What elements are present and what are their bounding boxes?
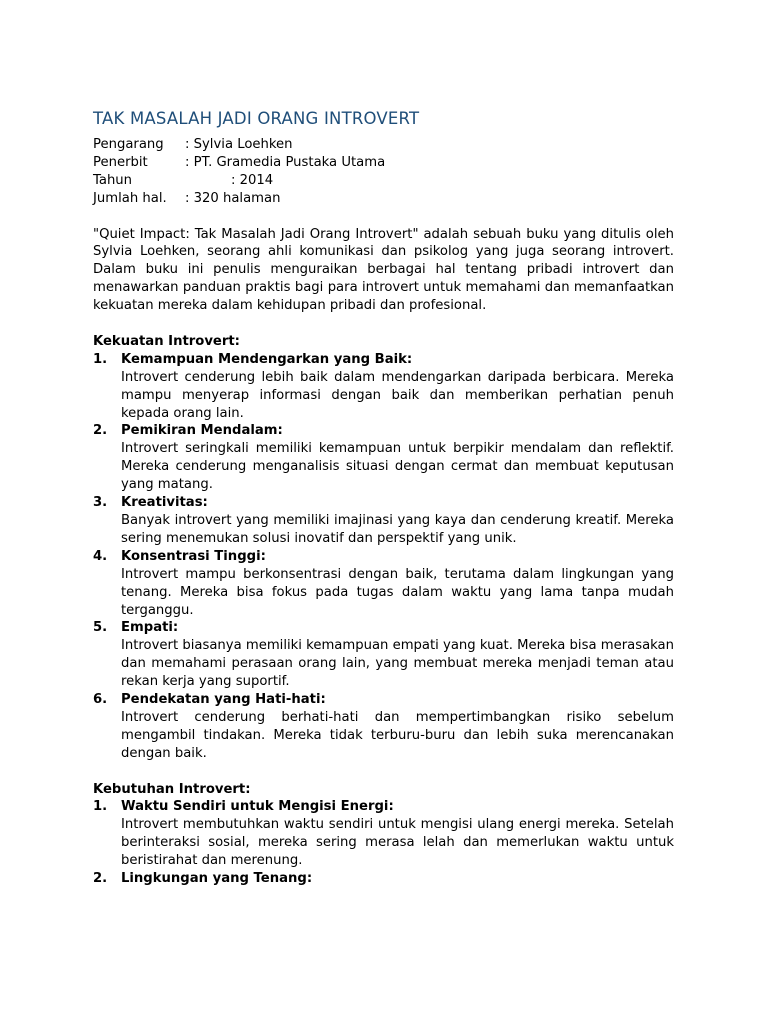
spacer bbox=[93, 763, 674, 781]
item-body: Introvert mampu berkonsentrasi dengan baik, terutama dalam lingkungan yang tenang. Mereka bisa fokus pada tugas dalam waktu yang lama tanpa mudah terganggu. bbox=[121, 566, 674, 618]
item-heading: Lingkungan yang Tenang: bbox=[121, 871, 313, 887]
document-title: TAK MASALAH JADI ORANG INTROVERT bbox=[93, 109, 420, 128]
item-body: Introvert cenderung berhati-hati dan mempertimbangkan risiko sebelum mengambil tindakan. Mereka tidak terburu-buru dan lebih suka merencanakan dengan baik. bbox=[121, 709, 674, 761]
item-heading: Konsentrasi Tinggi: bbox=[121, 548, 266, 564]
item-number: 3. bbox=[93, 495, 108, 511]
list-item bbox=[93, 870, 674, 888]
list-item bbox=[93, 548, 674, 620]
item-body: Introvert biasanya memiliki kemampuan empati yang kuat. Mereka bisa merasakan dan memahami perasaan orang lain, yang membuat mereka menjadi teman atau rekan kerja yang suportif. bbox=[121, 638, 674, 690]
item-heading: Pemikiran Mendalam: bbox=[121, 423, 283, 439]
needs-heading: Kebutuhan Introvert: bbox=[93, 781, 251, 797]
meta-author bbox=[93, 136, 674, 154]
document-page bbox=[93, 108, 674, 888]
intro-paragraph: "Quiet Impact: Tak Masalah Jadi Orang Introvert" adalah sebuah buku yang ditulis oleh Sylvia Loehken, seorang ahli komunikasi dan psikolog yang juga seorang introvert. Dalam buku ini penulis menguraikan berbagai hal tentang pribadi introvert dan menawarkan panduan praktis bagi para introvert untuk memahami dan memanfaatkan kekuatan mereka dalam kehidupan pribadi dan profesional. bbox=[93, 226, 674, 314]
item-heading: Kreativitas: bbox=[121, 495, 208, 511]
meta-label: Jumlah hal. bbox=[93, 190, 167, 206]
item-body: Introvert membutuhkan waktu sendiri untuk mengisi ulang energi mereka. Setelah berinteraksi sosial, mereka sering merasa lelah dan memerlukan waktu untuk beristirahat dan merenung. bbox=[121, 817, 674, 869]
item-number: 2. bbox=[93, 423, 108, 439]
item-heading: Kemampuan Mendengarkan yang Baik: bbox=[121, 351, 413, 367]
spacer bbox=[93, 208, 674, 226]
list-item bbox=[93, 798, 674, 870]
item-heading: Pendekatan yang Hati-hati: bbox=[121, 692, 326, 708]
item-body: Banyak introvert yang memiliki imajinasi yang kaya dan cenderung kreatif. Mereka sering menemukan solusi inovatif dan perspektif yang unik. bbox=[121, 513, 674, 546]
meta-pages bbox=[93, 190, 674, 208]
strengths-heading: Kekuatan Introvert: bbox=[93, 333, 240, 349]
meta-value: : 320 halaman bbox=[185, 190, 281, 206]
meta-year bbox=[93, 172, 674, 190]
meta-label: Penerbit bbox=[93, 154, 148, 170]
book-meta bbox=[93, 136, 674, 208]
item-body: Introvert cenderung lebih baik dalam mendengarkan daripada berbicara. Mereka mampu menyerap informasi dengan baik dan memberikan perhatian penuh kepada orang lain. bbox=[121, 369, 674, 421]
list-item bbox=[93, 494, 674, 548]
needs-list bbox=[93, 798, 674, 888]
item-heading: Empati: bbox=[121, 620, 179, 636]
meta-publisher bbox=[93, 154, 674, 172]
list-item bbox=[93, 351, 674, 423]
item-number: 1. bbox=[93, 799, 108, 815]
item-number: 6. bbox=[93, 692, 108, 708]
meta-value: : 2014 bbox=[231, 172, 274, 188]
spacer bbox=[93, 315, 674, 333]
item-number: 2. bbox=[93, 871, 108, 887]
meta-label: Tahun bbox=[93, 172, 133, 188]
list-item bbox=[93, 619, 674, 691]
item-number: 5. bbox=[93, 620, 108, 636]
list-item bbox=[93, 691, 674, 763]
item-heading: Waktu Sendiri untuk Mengisi Energi: bbox=[121, 799, 394, 815]
list-item bbox=[93, 422, 674, 494]
strengths-list bbox=[93, 351, 674, 763]
item-number: 4. bbox=[93, 548, 108, 564]
meta-label: Pengarang bbox=[93, 137, 164, 152]
meta-value: : PT. Gramedia Pustaka Utama bbox=[185, 154, 386, 170]
meta-value: : Sylvia Loehken bbox=[185, 137, 293, 152]
item-number: 1. bbox=[93, 351, 108, 367]
item-body: Introvert seringkali memiliki kemampuan untuk berpikir mendalam dan reflektif. Mereka cenderung menganalisis situasi dengan cermat dan membuat keputusan yang matang. bbox=[121, 441, 674, 493]
